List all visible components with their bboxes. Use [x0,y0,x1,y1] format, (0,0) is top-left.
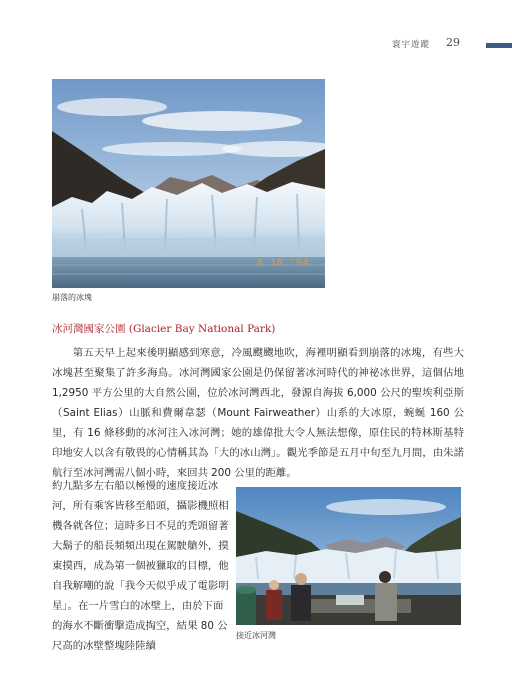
body-paragraph-2: 約九點多左右船以極慢的速度接近冰河，所有乘客皆移至船頭，攝影機照相機各就各位；這時多日不見的禿頭留著大鬍子的船長頻頻出現在駕駛艙外，摸東摸西，成為第一個被獵取的目標，他自我解嘲的說「我今天似乎成了電影明星」。在一片雪白的冰壁上，由於下面的海水不斷衝擊造成掏空，結果 80 公尺高的冰壁整塊陸陸續 [52,480,229,652]
header-accent-bar [486,43,512,48]
glacier-bay-deck-photo [236,487,461,625]
section-title-zh: 冰河灣國家公園 [52,323,126,335]
figure1-caption: 崩落的冰塊 [52,293,92,302]
section-title-en: (Glacier Bay National Park) [128,323,276,335]
body-paragraph-1: 第五天早上起來後明顯感到寒意，冷風颼颼地吹，海裡明顯看到崩落的冰塊，有些大冰塊甚至聚集了許多海鳥。冰河灣國家公園是仍保留著冰河時代的神祕冰世界，這個佔地 1,2950 平方公里的大自然公園，位於冰河灣西北，發源自海拔 6,000 公尺的聖埃利亞斯（Saint Elias）山脈和費爾韋瑟（Mount Fairweather）山系的大冰原，蜿蜒 160 公里，有 16 條移動的冰河注入冰河灣；她的雄偉批大令人無法想像，原住民的特林斯基特印地安人以含有敬畏的心情稱其為「大的冰山灣」。觀光季節是五月中旬至九月間，由朱諾航行至冰河灣需八個小時，來回共 200 公里的距離。 [52,347,464,479]
section-title [52,321,275,336]
figure2-caption: 接近冰河灣 [236,631,276,640]
photo-date-stamp: 8 18 '94 [257,258,309,268]
glacier-calving-photo [52,79,325,288]
page-header [0,38,512,52]
header-section-title: 寰宇遊蹤 [391,40,430,50]
page-number: 29 [446,36,460,49]
